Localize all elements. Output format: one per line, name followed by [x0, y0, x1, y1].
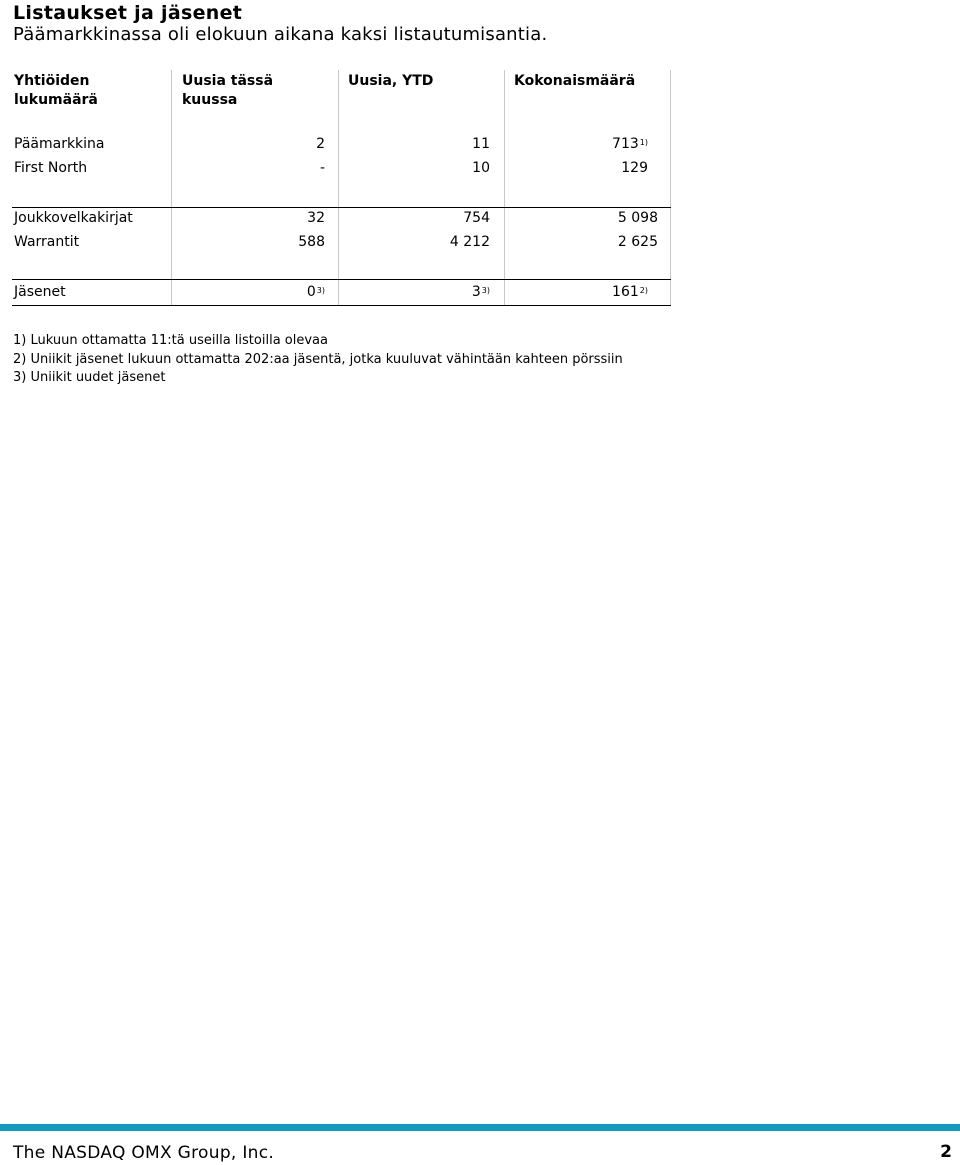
column-header-new-ytd: Uusia, YTD	[348, 73, 434, 89]
row-label-main-market: Päämarkkina	[14, 136, 105, 152]
footnote-3: 3) Uniikit uudet jäsenet	[13, 370, 166, 385]
cell-members-total	[505, 284, 648, 301]
footnote-marker: 3)	[316, 286, 325, 295]
cell-first-north-ytd: 10	[472, 160, 490, 176]
cell-value: 0	[306, 284, 316, 300]
cell-members-month	[172, 284, 325, 301]
footer-accent-bar	[0, 1124, 960, 1131]
page-title: Listaukset ja jäsenet	[13, 2, 243, 24]
column-header-total: Kokonaismäärä	[514, 73, 636, 89]
column-header-companies: Yhtiöiden lukumäärä	[14, 73, 98, 108]
column-divider	[171, 70, 172, 306]
footnote-marker: 1)	[639, 138, 648, 147]
row-divider	[12, 207, 671, 208]
footnote-2: 2) Uniikit jäsenet lukuun ottamatta 202:aa jäsentä, jotka kuuluvat vähintään kahteen pörssiin	[13, 351, 623, 367]
column-divider	[338, 70, 339, 306]
footnote-marker: 3)	[481, 286, 490, 295]
cell-main-market-month: 2	[316, 136, 325, 152]
cell-main-market-ytd: 11	[472, 136, 490, 152]
cell-value: 3	[471, 284, 481, 300]
cell-warrants-total: 2 625	[617, 234, 658, 250]
cell-warrants-ytd: 4 212	[449, 234, 490, 250]
footnotes	[13, 332, 623, 388]
cell-main-market-total	[505, 136, 648, 153]
column-divider	[670, 70, 671, 306]
row-label-members: Jäsenet	[14, 284, 66, 300]
listings-table	[12, 70, 672, 306]
cell-first-north-total: 129	[621, 160, 648, 176]
page-number: 2	[940, 1142, 952, 1162]
row-label-bonds: Joukkovelkakirjat	[14, 210, 133, 226]
column-header-new-month: Uusia tässä kuussa	[182, 73, 274, 108]
footnote-1: 1) Lukuun ottamatta 11:tä useilla listoilla olevaa	[13, 333, 328, 348]
table-bottom-rule	[12, 305, 671, 306]
cell-first-north-month: -	[319, 160, 325, 176]
cell-value: 161	[612, 284, 639, 300]
cell-bonds-ytd: 754	[463, 210, 490, 226]
row-label-warrants: Warrantit	[14, 234, 80, 250]
column-divider	[504, 70, 505, 306]
row-divider	[12, 279, 671, 280]
footnote-marker: 2)	[639, 286, 648, 295]
cell-bonds-month: 32	[307, 210, 325, 226]
footer-company: The NASDAQ OMX Group, Inc.	[13, 1143, 275, 1163]
cell-value: 713	[612, 136, 639, 152]
row-label-first-north: First North	[14, 160, 88, 176]
page-subtitle: Päämarkkinassa oli elokuun aikana kaksi listautumisantia.	[13, 24, 548, 45]
cell-warrants-month: 588	[298, 234, 325, 250]
cell-members-ytd	[339, 284, 490, 301]
cell-bonds-total: 5 098	[617, 210, 658, 226]
